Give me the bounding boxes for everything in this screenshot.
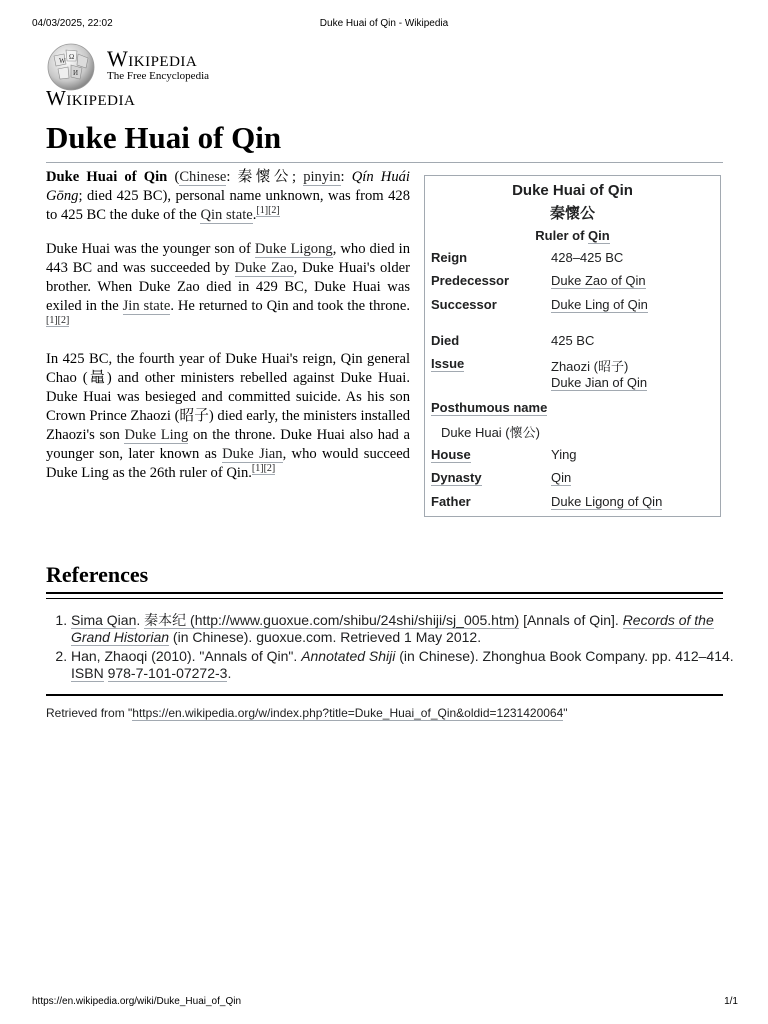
reference-item [71, 648, 741, 682]
reference-item [71, 612, 741, 646]
footer-divider [46, 694, 723, 696]
article-body [46, 168, 410, 498]
text-run: (in Chinese). Zhonghua Book Company. pp. 412–414. [395, 648, 734, 664]
infobox [424, 175, 721, 517]
article-subject: Duke Huai of Qin [46, 169, 168, 185]
citation-2[interactable]: [2] [268, 205, 280, 217]
text-run: (in Chinese). guoxue.com. Retrieved 1 May 2012. [169, 629, 482, 645]
link-dynasty[interactable]: Dynasty [431, 470, 482, 485]
text-run: Retrieved from " [46, 706, 133, 720]
infobox-row-successor [431, 297, 716, 317]
references-divider [46, 592, 723, 594]
print-datetime: 04/03/2025, 22:02 [32, 18, 113, 29]
text-run: : [340, 169, 352, 185]
title-divider [46, 162, 723, 163]
link-duke-ling[interactable]: Duke Ling [124, 427, 189, 443]
link-duke-zao[interactable]: Duke Zao [234, 260, 294, 276]
link-isbn-number[interactable]: 978-7-101-07272-3 [107, 665, 228, 681]
text-run: , Duke Huai's older brother. When Duke Zao died in 429 BC, Duke Huai was exiled in the [46, 260, 410, 314]
link-isbn[interactable]: ISBN [71, 665, 104, 681]
wikipedia-tagline: The Free Encyclopedia [107, 70, 210, 82]
link-qin-dynasty[interactable]: Qin [551, 470, 572, 485]
infobox-label: Father [431, 494, 471, 509]
infobox-label: Reign [431, 250, 468, 265]
citation-1[interactable]: [1] [256, 205, 269, 217]
link-records-grand-historian[interactable]: Records of the Grand Historian [71, 612, 714, 645]
text-run: " [563, 706, 568, 720]
infobox-value: 425 BC [551, 333, 595, 348]
infobox-row-father [431, 494, 716, 514]
svg-text:И: И [73, 69, 79, 77]
link-chinese[interactable]: Chinese [179, 169, 227, 185]
text-run: Han, Zhaoqi (2010). "Annals of Qin". [71, 648, 302, 664]
paragraph-2 [46, 240, 410, 335]
link-permanent-url[interactable]: https://en.wikipedia.org/w/index.php?title=Duke_Huai_of_Qin&oldid=1231420064 [132, 706, 564, 720]
text-run [104, 665, 108, 681]
link-duke-jian-of-qin[interactable]: Duke Jian of Qin [551, 375, 648, 390]
text-run: . [136, 612, 145, 628]
infobox-subtitle [425, 228, 720, 243]
citation-1[interactable]: [1] [46, 315, 58, 327]
wikipedia-wordmark-secondary: Wikipedia [46, 86, 136, 110]
infobox-label: Died [431, 333, 460, 348]
references-heading: References [46, 562, 149, 587]
print-url: https://en.wikipedia.org/wiki/Duke_Huai_of_Qin [32, 996, 241, 1007]
link-house[interactable]: House [431, 447, 471, 462]
link-qin[interactable]: Qin [588, 228, 610, 243]
link-predecessor[interactable]: Duke Zao of Qin [551, 273, 646, 288]
infobox-row-died [431, 333, 716, 353]
reference-list [46, 612, 741, 684]
text-run: [Annals of Qin]. [519, 612, 623, 628]
infobox-row-posthumous [431, 400, 716, 420]
infobox-row-house [431, 447, 716, 467]
infobox-label: Successor [431, 297, 497, 312]
link-father[interactable]: Duke Ligong of Qin [551, 494, 663, 509]
link-issue[interactable]: Issue [431, 356, 465, 371]
infobox-row-dynasty [431, 470, 716, 490]
infobox-title-chinese: 秦懷公 [549, 205, 595, 222]
print-page-title: Duke Huai of Qin - Wikipedia [319, 18, 449, 29]
link-jin-state[interactable]: Jin state [122, 298, 171, 314]
work-title: Annotated Shiji [301, 648, 396, 664]
infobox-row-posthumous-value [431, 422, 716, 442]
pinyin-text: Qín Huái Gōng [46, 169, 410, 204]
link-sima-qian[interactable]: Sima Qian [71, 612, 137, 628]
infobox-value: Duke Huai (懷公) [441, 425, 540, 440]
text-run: : 秦懷公; [226, 169, 304, 185]
infobox-title: Duke Huai of Qin [512, 182, 633, 199]
citation-2[interactable]: [2] [57, 315, 70, 327]
link-duke-jian[interactable]: Duke Jian [222, 446, 283, 462]
link-successor[interactable]: Duke Ling of Qin [551, 297, 648, 312]
wikipedia-globe-icon[interactable] [46, 42, 96, 92]
infobox-row-issue [431, 356, 716, 396]
link-qin-state[interactable]: Qin state [200, 207, 253, 223]
text-run: ; died 425 BC), personal name unknown, was from 428 to 425 BC the duke of the [46, 188, 410, 223]
text-run: ( [167, 169, 180, 185]
link-pinyin[interactable]: pinyin [303, 169, 341, 185]
paragraph-3 [46, 350, 410, 483]
text-run: . [252, 207, 257, 223]
infobox-label: Predecessor [431, 273, 510, 288]
paragraph-1 [46, 168, 410, 225]
page-title: Duke Huai of Qin [46, 120, 282, 155]
infobox-row-reign [431, 250, 716, 270]
link-annals-source[interactable]: 秦本纪 (http://www.guoxue.com/shibu/24shi/shiji/sj_005.htm) [144, 612, 520, 628]
link-posthumous-name[interactable]: Posthumous name [431, 400, 548, 415]
infobox-value: Zhaozi (昭子) [551, 359, 629, 374]
infobox-subtitle-prefix: Ruler of [535, 228, 589, 243]
text-run: , who would succeed Duke Ling as the 26th ruler of Qin. [46, 446, 410, 481]
print-page-count: 1/1 [724, 996, 738, 1007]
link-duke-ligong[interactable]: Duke Ligong [254, 241, 333, 257]
infobox-value: 428–425 BC [551, 250, 624, 265]
svg-text:Ω: Ω [69, 53, 75, 61]
infobox-row-predecessor [431, 273, 716, 293]
wikipedia-wordmark[interactable]: Wikipedia [107, 46, 198, 71]
text-run: . [227, 665, 232, 681]
text-run: on the throne. Duke Huai also had a younger son, later known as [46, 427, 410, 462]
infobox-value: Ying [551, 447, 577, 462]
retrieved-from [46, 706, 568, 720]
text-run: In 425 BC, the fourth year of Duke Huai's reign, Qin general Chao (鼂) and other ministers rebelled against Duke Huai. Duke Huai was besieged and committed suicide. As his son Crown Prince Zhaozi (昭子) died early, the ministers installed Zhaozi's son [46, 351, 410, 443]
references-divider [46, 598, 723, 599]
citation-1[interactable]: [1] [251, 463, 264, 475]
citation-2[interactable]: [2] [263, 463, 276, 475]
svg-text:W: W [59, 57, 66, 65]
text-run: , who died in 443 BC and was succeeded by [46, 241, 410, 276]
text-run: . He returned to Qin and took the throne. [170, 298, 410, 314]
text-run: Duke Huai was the younger son of [46, 241, 255, 257]
